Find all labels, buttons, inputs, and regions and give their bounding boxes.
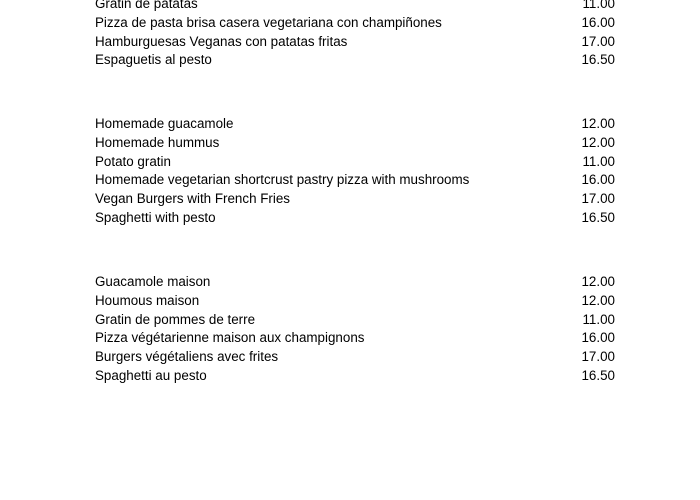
menu-item: [95, 14, 615, 33]
menu-item-price: 16.00: [581, 330, 615, 346]
menu-item: [95, 311, 615, 330]
menu-item: [95, 329, 615, 348]
menu-item: [95, 134, 615, 153]
menu-item: [95, 171, 615, 190]
menu-item-name: Spaghetti au pesto: [95, 367, 207, 383]
menu-item-name: Homemade vegetarian shortcrust pastry pizza with mushrooms: [95, 172, 470, 188]
menu-item: [95, 348, 615, 367]
menu-item-price: 17.00: [581, 191, 615, 207]
menu-item-name: Spaghetti with pesto: [95, 209, 216, 225]
menu-item-price: 16.00: [581, 14, 615, 30]
menu-item-name: Potato gratin: [95, 153, 171, 169]
menu-section-french: [95, 273, 615, 386]
menu-item-name: Homemade hummus: [95, 134, 220, 150]
menu-item-price: 16.00: [581, 172, 615, 188]
menu-item-name: Pizza de pasta brisa casera vegetariana con champiñones: [95, 14, 442, 30]
menu-item: [95, 209, 615, 228]
menu-section-english: [95, 115, 615, 228]
menu-item: [95, 0, 615, 14]
menu-item-price: 17.00: [581, 33, 615, 49]
menu-item-name: Gratin de patatas: [95, 0, 198, 11]
menu-item-name: Vegan Burgers with French Fries: [95, 191, 290, 207]
menu-item: [95, 51, 615, 70]
menu-item-name: Burgers végétaliens avec frites: [95, 349, 279, 365]
menu-item-price: 11.00: [582, 0, 615, 11]
menu-item-price: 12.00: [581, 134, 615, 150]
menu-section-spanish: [95, 0, 615, 70]
menu-item-name: Guacamole maison: [95, 274, 211, 289]
menu-item-name: Hamburguesas Veganas con patatas fritas: [95, 33, 348, 49]
menu-item-price: 11.00: [582, 311, 615, 327]
menu-item-name: Houmous maison: [95, 292, 200, 308]
menu-item-price: 12.00: [581, 292, 615, 308]
menu-item-price: 11.00: [582, 153, 615, 169]
menu-item-name: Espaguetis al pesto: [95, 52, 212, 68]
menu-item: [95, 273, 615, 292]
menu-item-price: 16.50: [581, 52, 615, 68]
menu-item-name: Homemade guacamole: [95, 116, 234, 131]
menu-item-name: Gratin de pommes de terre: [95, 311, 256, 327]
menu-item: [95, 33, 615, 52]
menu-item-price: 12.00: [581, 116, 615, 131]
menu-item-name: Pizza végétarienne maison aux champignons: [95, 330, 365, 346]
menu-item-price: 16.50: [581, 367, 615, 383]
menu-item: [95, 190, 615, 209]
menu-item-price: 16.50: [581, 209, 615, 225]
menu-item: [95, 292, 615, 311]
menu-item: [95, 367, 615, 386]
menu-item: [95, 153, 615, 172]
menu-item-price: 17.00: [581, 349, 615, 365]
menu-item-price: 12.00: [581, 274, 615, 289]
menu-item: [95, 115, 615, 134]
